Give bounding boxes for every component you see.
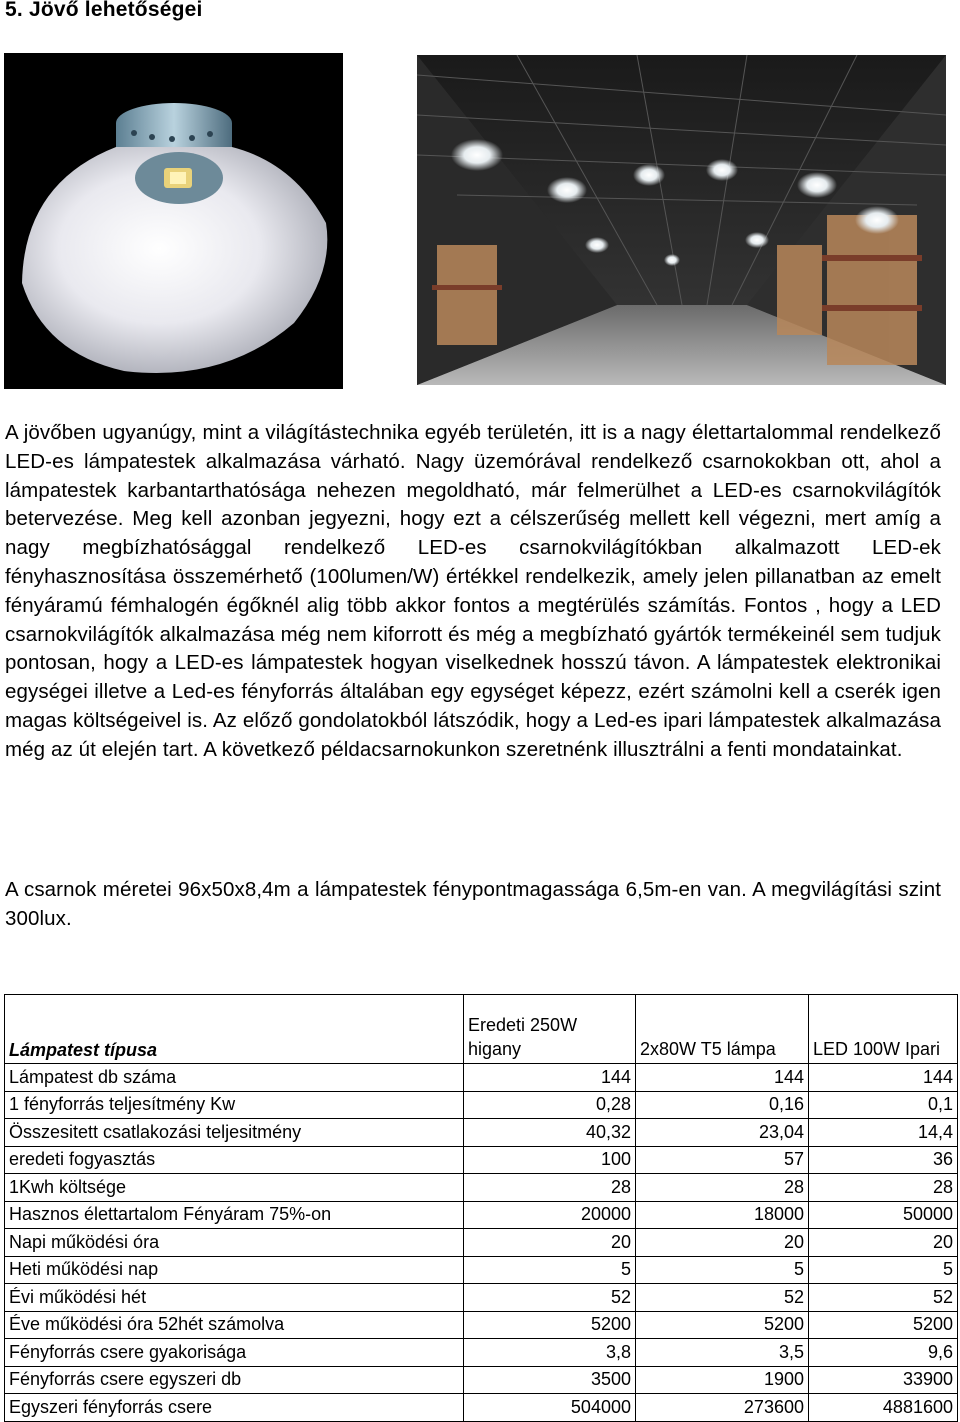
cell-t5: 18000	[636, 1201, 809, 1229]
cell-mercury: 20	[464, 1229, 636, 1257]
table-row	[5, 1394, 958, 1422]
cell-led: 28	[809, 1174, 958, 1202]
table-row	[5, 1256, 958, 1284]
cell-t5: 5	[636, 1256, 809, 1284]
row-label: 1 fényforrás teljesítmény Kw	[5, 1091, 464, 1119]
cell-t5: 0,16	[636, 1091, 809, 1119]
row-label: Heti működési nap	[5, 1256, 464, 1284]
cell-mercury: 144	[464, 1064, 636, 1092]
cell-led: 52	[809, 1284, 958, 1312]
row-label: Napi működési óra	[5, 1229, 464, 1257]
table-row	[5, 1174, 958, 1202]
row-label: eredeti fogyasztás	[5, 1146, 464, 1174]
table-row	[5, 1119, 958, 1147]
led-highbay-lamp-photo	[4, 53, 343, 389]
hall-parameters-paragraph: A csarnok méretei 96x50x8,4m a lámpatestek fénypontmagassága 6,5m-en van. A megvilágítási szint 300lux.	[5, 878, 941, 930]
cell-t5: 3,5	[636, 1339, 809, 1367]
table-row	[5, 1146, 958, 1174]
header-mercury-250w: Eredeti 250W higany	[464, 995, 636, 1064]
cell-t5: 52	[636, 1284, 809, 1312]
row-label: Összesitett csatlakozási teljesitmény	[5, 1119, 464, 1147]
row-label: Lámpatest db száma	[5, 1064, 464, 1092]
row-label: Éve működési óra 52hét számolva	[5, 1311, 464, 1339]
table-row	[5, 1091, 958, 1119]
cell-led: 50000	[809, 1201, 958, 1229]
warehouse-interior-photo	[417, 55, 946, 385]
cell-led: 9,6	[809, 1339, 958, 1367]
cell-led: 14,4	[809, 1119, 958, 1147]
cell-mercury: 5200	[464, 1311, 636, 1339]
cell-t5: 57	[636, 1146, 809, 1174]
table-row	[5, 1229, 958, 1257]
cell-led: 0,1	[809, 1091, 958, 1119]
row-label: Fényforrás csere gyakorisága	[5, 1339, 464, 1367]
header-t5-2x80w: 2x80W T5 lámpa	[636, 995, 809, 1064]
cell-led: 4881600	[809, 1394, 958, 1422]
cell-led: 5	[809, 1256, 958, 1284]
row-label: Évi működési hét	[5, 1284, 464, 1312]
table-row	[5, 1201, 958, 1229]
cell-led: 5200	[809, 1311, 958, 1339]
cell-led: 33900	[809, 1366, 958, 1394]
table-row	[5, 1284, 958, 1312]
row-label: Egyszeri fényforrás csere	[5, 1394, 464, 1422]
row-label: 1Kwh költsége	[5, 1174, 464, 1202]
table-row	[5, 1064, 958, 1092]
luminaire-comparison-table	[4, 994, 958, 1422]
cell-mercury: 3,8	[464, 1339, 636, 1367]
cell-t5: 5200	[636, 1311, 809, 1339]
section-heading: 5. Jövő lehetőségei	[5, 0, 203, 21]
cell-t5: 144	[636, 1064, 809, 1092]
cell-t5: 273600	[636, 1394, 809, 1422]
cell-mercury: 28	[464, 1174, 636, 1202]
cell-t5: 23,04	[636, 1119, 809, 1147]
header-luminaire-type: Lámpatest típusa	[5, 995, 464, 1064]
cell-led: 144	[809, 1064, 958, 1092]
cell-mercury: 100	[464, 1146, 636, 1174]
table-row	[5, 1366, 958, 1394]
table-row	[5, 1311, 958, 1339]
cell-mercury: 5	[464, 1256, 636, 1284]
cell-mercury: 52	[464, 1284, 636, 1312]
header-led-100w: LED 100W Ipari	[809, 995, 958, 1064]
cell-mercury: 3500	[464, 1366, 636, 1394]
cell-mercury: 20000	[464, 1201, 636, 1229]
cell-mercury: 0,28	[464, 1091, 636, 1119]
row-label: Fényforrás csere egyszeri db	[5, 1366, 464, 1394]
table-row	[5, 1339, 958, 1367]
cell-t5: 20	[636, 1229, 809, 1257]
cell-led: 20	[809, 1229, 958, 1257]
cell-led: 36	[809, 1146, 958, 1174]
cell-t5: 28	[636, 1174, 809, 1202]
cell-mercury: 40,32	[464, 1119, 636, 1147]
table-header-row	[5, 995, 958, 1064]
cell-t5: 1900	[636, 1366, 809, 1394]
intro-paragraph: A jövőben ugyanúgy, mint a világítástechnika egyéb területén, itt is a nagy élettartalommal rendelkező LED-es lámpatestek alkalmazása várható. Nagy üzemórával rendelkező csarnokokban ott, ahol a lámpatestek karbantarthatósága nehezen megoldható, már felmerülhet a LED-es csarnokvilágítók betervezése. Meg kell azonban jegyezni, hogy ezt a célszerűség mellett kell végezni, mert amíg a nagy megbízhatósággal rendelkező LED-es csarnokvilágítókban alkalmazott LED-ek fényhasznosítása összemérhető (100lumen/W) értékkel rendelkezik, amely jelen pillanatban az emelt fényáramú fémhalogén égőknél alig több akkor fontos a megtérülés számítás. Fontos , hogy a LED csarnokvilágítók alkalmazása még nem kiforrott és még a megbízható gyártók termékeinél sem tudjuk pontosan, hogy a LED-es lámpatestek hogyan viselkednek hosszú távon. A lámpatestek elektronikai egységei illetve a Led-es fényforrás általában egy egységet képezz, ezért számolni kell a cserék igen magas költségeivel is. Az előző gondolatokból látszódik, hogy a Led-es ipari lámpatestek alkalmazása még az út elején tart. A következő példacsarnokunkon szeretnénk illusztrálni a fenti mondatainkat.	[5, 421, 941, 761]
cell-mercury: 504000	[464, 1394, 636, 1422]
row-label: Hasznos élettartalom Fényáram 75%-on	[5, 1201, 464, 1229]
